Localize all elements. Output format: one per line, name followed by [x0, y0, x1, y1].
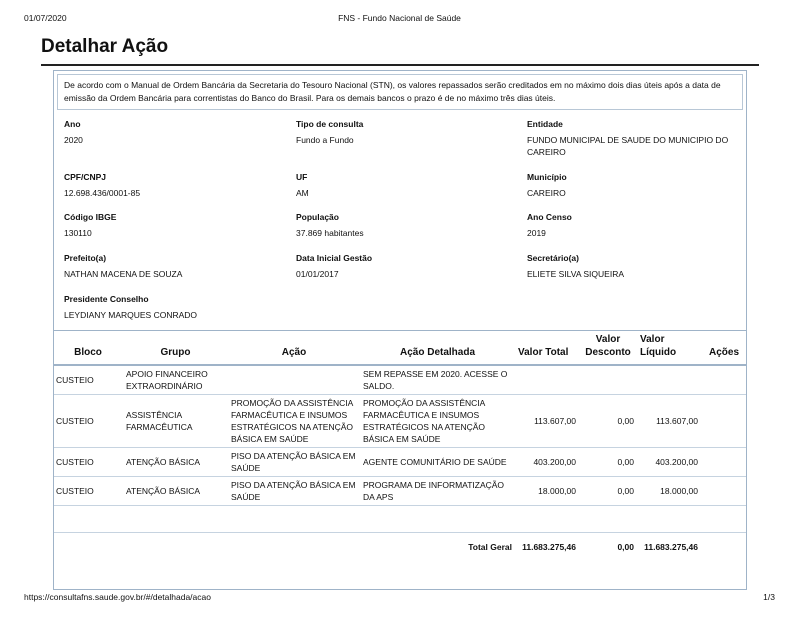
cell-valor-total: 403.200,00	[515, 448, 579, 477]
field-entidade	[527, 118, 737, 159]
field-ano	[64, 118, 264, 146]
print-page-number: 1/3	[763, 592, 775, 602]
field-data-inicial-gestao	[296, 252, 496, 280]
print-header	[24, 13, 775, 25]
cell-acoes	[701, 395, 747, 448]
cell-acoes	[701, 365, 747, 395]
field-value: 130110	[64, 227, 92, 238]
cell-acao: PISO DA ATENÇÃO BÁSICA EM SAÚDE	[228, 448, 360, 477]
cell-acao: PROMOÇÃO DA ASSISTÊNCIA FARMACÊUTICA E INSUMOS ESTRATÉGICOS NA ATENÇÃO BÁSICA EM SAÚDE	[228, 395, 360, 448]
field-cpf-cnpj	[64, 171, 264, 199]
cell-acao-detalhada: AGENTE COMUNITÁRIO DE SAÚDE	[360, 448, 515, 477]
field-value: LEYDIANY MARQUES CONRADO	[64, 309, 198, 320]
cell-valor-desconto: 0,00	[579, 477, 637, 506]
field-label: Presidente Conselho	[64, 294, 149, 304]
cell-valor-total: 113.607,00	[515, 395, 579, 448]
field-value: 01/01/2017	[296, 268, 339, 279]
field-value: 2019	[527, 227, 546, 238]
field-value: CAREIRO	[527, 187, 566, 198]
total-label: Total Geral	[468, 542, 512, 552]
cell-grupo: ATENÇÃO BÁSICA	[123, 448, 228, 477]
field-populacao	[296, 211, 496, 239]
col-acao-detalhada: Ação Detalhada	[360, 330, 515, 365]
cell-valor-desconto: 0,00	[579, 448, 637, 477]
field-label: Ano Censo	[527, 212, 572, 222]
print-date: 01/07/2020	[24, 13, 67, 23]
table-header-row	[53, 330, 747, 365]
cell-bloco: CUSTEIO	[53, 477, 123, 506]
field-label: Município	[527, 172, 567, 182]
field-label: Tipo de consulta	[296, 119, 364, 129]
cell-bloco: CUSTEIO	[53, 448, 123, 477]
field-label: Ano	[64, 119, 81, 129]
cell-grupo: ASSISTÊNCIA FARMACÊUTICA	[123, 395, 228, 448]
table-total-row	[53, 533, 747, 556]
field-label: Entidade	[527, 119, 563, 129]
field-label: População	[296, 212, 339, 222]
col-valor-desconto: Valor Desconto	[579, 330, 637, 365]
print-url: https://consultafns.saude.gov.br/#/detalhada/acao	[24, 592, 211, 602]
col-bloco: Bloco	[53, 330, 123, 365]
cell-grupo: APOIO FINANCEIRO EXTRAORDINÁRIO	[123, 365, 228, 395]
table-row	[53, 395, 747, 448]
field-label: Prefeito(a)	[64, 253, 107, 263]
field-value: NATHAN MACENA DE SOUZA	[64, 268, 183, 279]
field-presidente-conselho	[64, 293, 324, 321]
field-value: 2020	[64, 134, 83, 145]
field-label: CPF/CNPJ	[64, 172, 107, 182]
col-grupo: Grupo	[123, 330, 228, 365]
field-value: FUNDO MUNICIPAL DE SAUDE DO MUNICIPIO DO CAREIRO	[527, 134, 729, 157]
field-municipio	[527, 171, 737, 199]
field-prefeito	[64, 252, 284, 280]
col-acoes: Ações	[701, 330, 747, 365]
field-codigo-ibge	[64, 211, 264, 239]
cell-bloco: CUSTEIO	[53, 395, 123, 448]
table-row-empty	[53, 506, 747, 533]
print-footer	[24, 592, 775, 604]
cell-valor-liquido: 403.200,00	[637, 448, 701, 477]
cell-acao-detalhada[interactable]: SEM REPASSE EM 2020. ACESSE O SALDO.	[360, 365, 515, 395]
cell-acao-detalhada: PROMOÇÃO DA ASSISTÊNCIA FARMACÊUTICA E INSUMOS ESTRATÉGICOS NA ATENÇÃO BÁSICA EM SAÚDE	[360, 395, 515, 448]
field-label: UF	[296, 172, 308, 182]
field-label: Código IBGE	[64, 212, 117, 222]
field-label: Data Inicial Gestão	[296, 253, 373, 263]
cell-acoes	[701, 448, 747, 477]
cell-acao: PISO DA ATENÇÃO BÁSICA EM SAÚDE	[228, 477, 360, 506]
field-value: ELIETE SILVA SIQUEIRA	[527, 268, 624, 279]
field-value: 12.698.436/0001-85	[64, 187, 141, 198]
cell-grupo: ATENÇÃO BÁSICA	[123, 477, 228, 506]
cell-valor-liquido	[637, 365, 701, 395]
cell-acao-detalhada: PROGRAMA DE INFORMATIZAÇÃO DA APS	[360, 477, 515, 506]
field-value: AM	[296, 187, 309, 198]
cell-valor-total	[515, 365, 579, 395]
cell-valor-liquido: 113.607,00	[637, 395, 701, 448]
table-row	[53, 448, 747, 477]
total-valor-liquido: 11.683.275,46	[644, 542, 698, 552]
total-valor-total: 11.683.275,46	[522, 542, 576, 552]
cell-bloco: CUSTEIO	[53, 365, 123, 395]
field-ano-censo	[527, 211, 737, 239]
cell-acao	[228, 365, 360, 395]
bank-notice: De acordo com o Manual de Ordem Bancária da Secretaria do Tesouro Nacional (STN), os valores repassados serão creditados em no máximo dois dias úteis após a data de emissão da Ordem Bancária para correntistas do Banco do Brasil. Para os demais bancos o prazo é de no máximo três dias úteis.	[57, 74, 743, 110]
col-valor-total: Valor Total	[515, 330, 579, 365]
field-secretario	[527, 252, 737, 280]
cell-valor-desconto	[579, 365, 637, 395]
field-label: Secretário(a)	[527, 253, 579, 263]
page-title: Detalhar Ação	[41, 36, 169, 57]
cell-acoes	[701, 477, 747, 506]
field-value: Fundo a Fundo	[296, 134, 354, 145]
total-valor-desconto: 0,00	[617, 542, 634, 552]
cell-valor-desconto: 0,00	[579, 395, 637, 448]
acoes-table	[53, 330, 747, 555]
col-valor-liquido: Valor Líquido	[637, 330, 701, 365]
print-page-title: FNS - Fundo Nacional de Saúde	[338, 13, 461, 23]
field-tipo-consulta	[296, 118, 496, 146]
field-uf	[296, 171, 496, 199]
col-acao: Ação	[228, 330, 360, 365]
cell-valor-liquido: 18.000,00	[637, 477, 701, 506]
table-row	[53, 365, 747, 395]
cell-valor-total: 18.000,00	[515, 477, 579, 506]
table-row	[53, 477, 747, 506]
field-value: 37.869 habitantes	[296, 227, 364, 238]
title-divider	[41, 64, 759, 66]
